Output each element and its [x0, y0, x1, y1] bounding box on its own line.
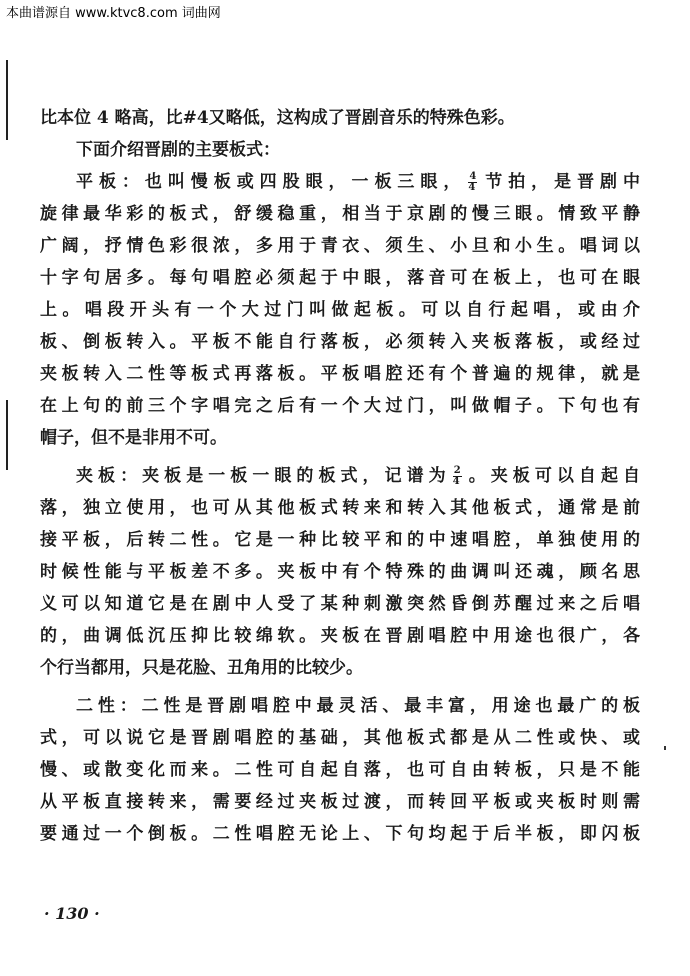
- text-line: 式，可以说它是晋剧唱腔的基础，其他板式都是从二性或快、或: [40, 728, 640, 748]
- text-line: 个行当都用，只是花脸、丑角用的比较少。: [40, 658, 363, 678]
- text-line: 时候性能与平板差不多。夹板中有个特殊的曲调叫还魂，顾名思: [40, 562, 640, 582]
- text-line: 上。唱段开头有一个大过门叫做起板。可以自行起唱，或由介: [40, 300, 640, 320]
- text-line: 从平板直接转来，需要经过夹板过渡，而转回平板或夹板时则需: [40, 792, 640, 812]
- text-line: 夹板转入二性等板式再落板。平板唱腔还有个普遍的规律，就是: [40, 364, 640, 384]
- page-body-text: [40, 102, 640, 850]
- text-line: 十字句居多。每句唱腔必须起于中眼，落音可在板上，也可在眼: [40, 268, 640, 288]
- text-line: 比本位 4 略高，比#4又略低，这构成了晋剧音乐的特殊色彩。: [40, 108, 515, 128]
- text-line: 义可以知道它是在剧中人受了某种刺激突然昏倒苏醒过来之后唱: [40, 594, 640, 614]
- text-line: 慢、或散变化而来。二性可自起自落，也可自由转板，只是不能: [40, 760, 640, 780]
- text-line: 落，独立使用，也可从其他板式转来和转入其他板式，通常是前: [40, 498, 640, 518]
- fraction-numerator: 4: [469, 171, 477, 182]
- time-signature-fraction: [468, 172, 477, 193]
- scan-speck: [664, 746, 666, 750]
- text-segment: 节拍，是晋剧中: [479, 172, 640, 192]
- text-segment: 平板：也叫慢板或四股眼，一板三眼，: [76, 172, 467, 192]
- page-number: · 130 ·: [44, 904, 100, 923]
- scan-edge-mark-bottom: [6, 400, 8, 470]
- text-line: 二性：二性是晋剧唱腔中最灵活、最丰富，用途也最广的板: [76, 696, 640, 716]
- text-segment: 。夹板可以自起自: [463, 466, 640, 486]
- text-line: 下面介绍晋剧的主要板式：: [76, 140, 280, 160]
- time-signature-fraction: [453, 466, 462, 487]
- text-line: 要通过一个倒板。二性唱腔无论上、下句均起于后半板，即闪板: [40, 824, 640, 844]
- text-line: 旋律最华彩的板式，舒缓稳重，相当于京剧的慢三眼。情致平静: [40, 204, 640, 224]
- fraction-denominator: 4: [452, 476, 460, 487]
- source-watermark-header: 本曲谱源自 www.ktvc8.com 词曲网: [6, 6, 221, 21]
- text-line: 板、倒板转入。平板不能自行落板，必须转入夹板落板，或经过: [40, 332, 640, 352]
- text-line: 接平板，后转二性。它是一种比较平和的中速唱腔，单独使用的: [40, 530, 640, 550]
- text-segment: 夹板：夹板是一板一眼的板式，记谱为: [76, 466, 451, 486]
- text-line: 的，曲调低沉压抑比较绵软。夹板在晋剧唱腔中用途也很广，各: [40, 626, 640, 646]
- text-line: 广阔，抒情色彩很浓，多用于青衣、须生、小旦和小生。唱词以: [40, 236, 640, 256]
- text-line: 帽子，但不是非用不可。: [40, 428, 227, 448]
- scan-edge-mark-top: [6, 60, 8, 140]
- fraction-numerator: 2: [453, 465, 461, 476]
- text-line: [40, 166, 640, 198]
- text-line: [40, 460, 640, 492]
- text-line: 在上句的前三个字唱完之后有一个大过门，叫做帽子。下句也有: [40, 396, 640, 416]
- fraction-denominator: 4: [468, 182, 476, 193]
